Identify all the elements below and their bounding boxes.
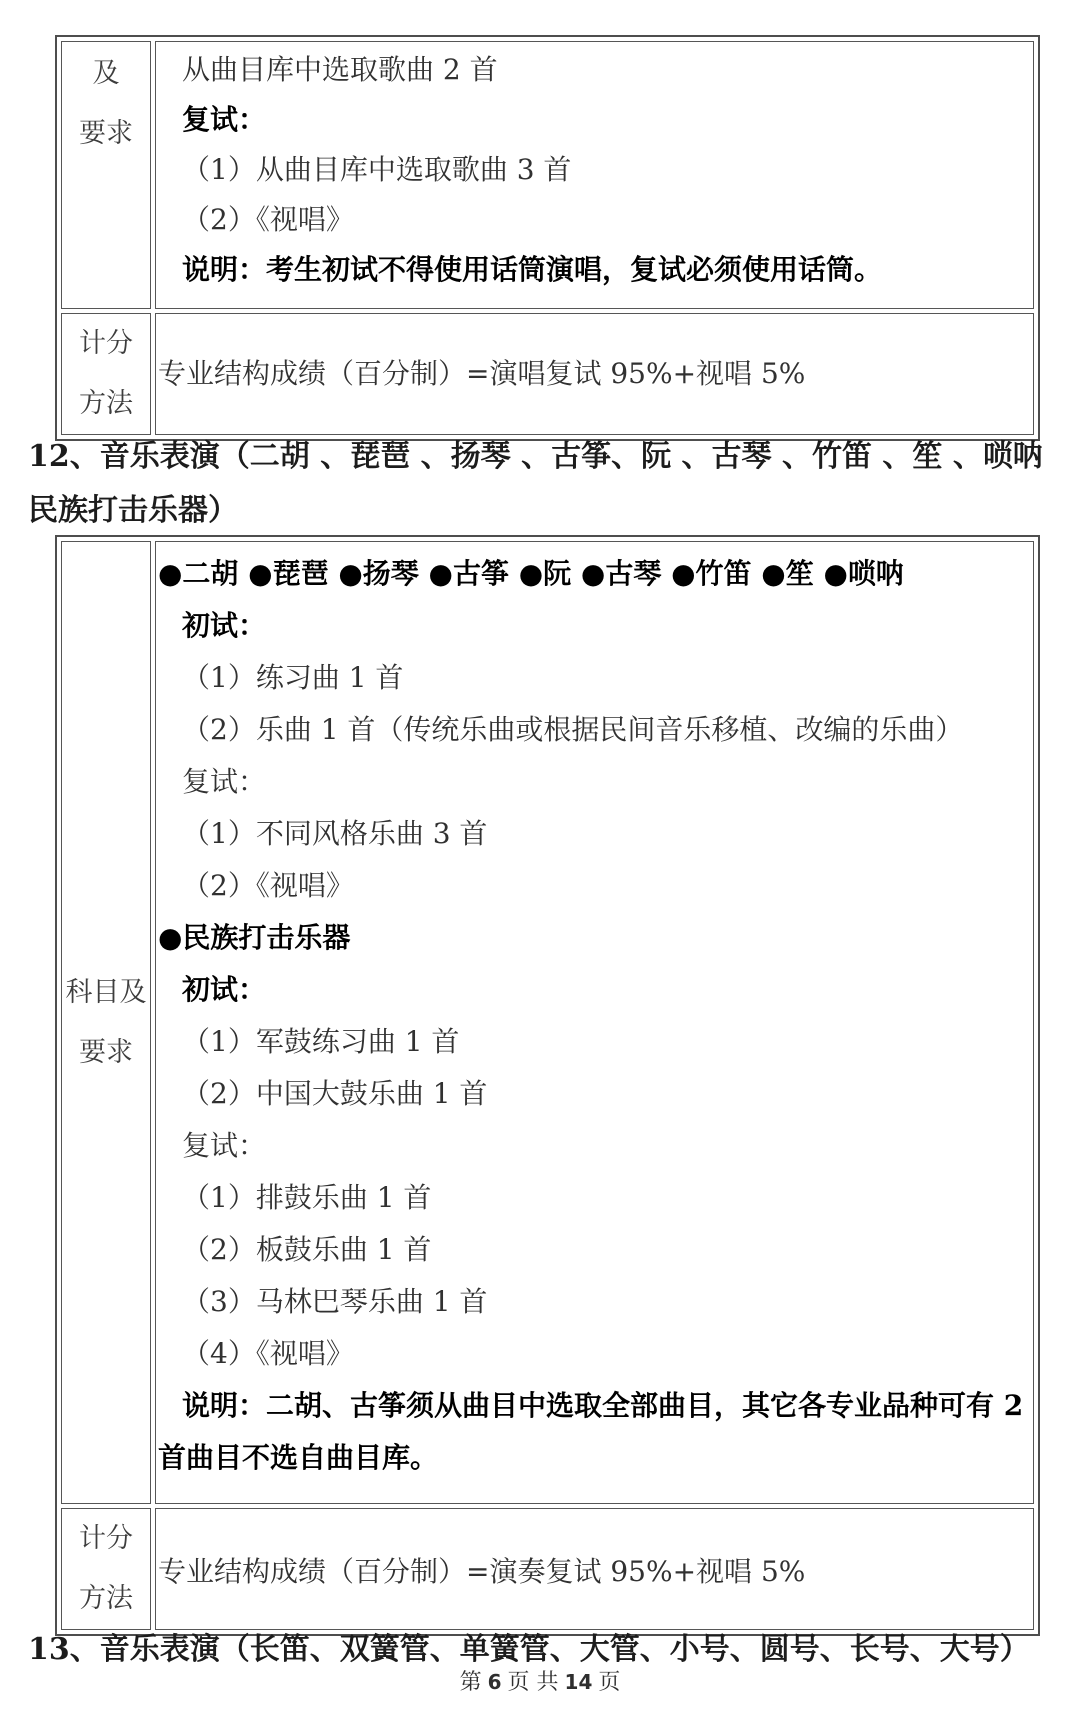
text-line: 从曲目库中选取歌曲 2 首 [182, 53, 498, 86]
text-line: ●二胡 ●琵琶 ●扬琴 ●古筝 ●阮 ●古琴 ●竹笛 ●笙 ●唢呐 [158, 557, 904, 590]
section-13-heading: 13、音乐表演（长笛、双簧管、单簧管、大管、小号、圆号、长号、大号） [28, 1632, 1030, 1667]
footer-page-number: 6 [487, 1670, 502, 1694]
text-line: 科目及 [65, 976, 147, 1008]
text-line: （1）排鼓乐曲 1 首 [182, 1181, 432, 1214]
text-line: （2）《视唱》 [182, 203, 354, 236]
text-line: 复试： [182, 765, 267, 798]
text-line: 复试： [182, 1129, 267, 1162]
text-line: 要求 [79, 1036, 133, 1068]
text-line: 要求 [79, 118, 133, 149]
table-row-scoring-method [61, 1508, 1034, 1630]
table-row-subjects-requirements [61, 541, 1034, 1504]
text-line: 说明：二胡、古筝须从曲目中选取全部曲目，其它各专业品种可有 2 [182, 1389, 1024, 1422]
row-label-cell [61, 541, 151, 1504]
page-footer [0, 1670, 1080, 1695]
text-line: （1）从曲目库中选取歌曲 3 首 [182, 153, 572, 186]
table-row-scoring-method [61, 313, 1034, 435]
text-line: 复试： [182, 103, 267, 136]
text-line: ●民族打击乐器 [158, 921, 351, 954]
row-content-cell [155, 541, 1034, 1504]
row-content-cell [155, 313, 1034, 435]
text-line: （2）乐曲 1 首（传统乐曲或根据民间音乐移植、改编的乐曲） [182, 713, 964, 746]
text-line: 方法 [79, 388, 133, 419]
table-row-subjects-requirements [61, 41, 1034, 309]
row-content-cell [155, 41, 1034, 309]
text-line: 初试： [182, 973, 267, 1006]
text-line: （1）不同风格乐曲 3 首 [182, 817, 488, 850]
footer-label: 页 共 [507, 1670, 559, 1695]
text-line: （2）《视唱》 [182, 869, 354, 902]
section-12-heading [28, 430, 1043, 538]
text-line: 说明：考生初试不得使用话筒演唱，复试必须使用话筒。 [182, 253, 883, 286]
text-line: 计分 [79, 328, 133, 359]
section-12-heading-line-1: 12、音乐表演（二胡 、琵琶 、扬琴 、古筝、阮 、古琴 、竹笛 、笙 、唢呐 [28, 439, 1043, 474]
text-line: 方法 [79, 1583, 133, 1614]
text-line: 首曲目不选自曲目库。 [158, 1441, 439, 1474]
text-line: 初试： [182, 609, 267, 642]
text-line: （4）《视唱》 [182, 1337, 354, 1370]
footer-total-pages: 14 [564, 1670, 593, 1694]
text-line: （1）练习曲 1 首 [182, 661, 404, 694]
footer-label: 第 [459, 1670, 482, 1695]
footer-label: 页 [598, 1670, 621, 1695]
text-line: （1）军鼓练习曲 1 首 [182, 1025, 460, 1058]
row-label-cell [61, 41, 151, 309]
row-label-cell [61, 313, 151, 435]
section-12-exam-table [55, 535, 1040, 1636]
text-line: （3）马林巴琴乐曲 1 首 [182, 1285, 488, 1318]
scoring-formula-text: 专业结构成绩（百分制）=演奏复试 95%+视唱 5% [158, 1555, 806, 1588]
row-label-cell [61, 1508, 151, 1630]
scoring-formula-text: 专业结构成绩（百分制）=演唱复试 95%+视唱 5% [158, 357, 806, 390]
text-line: （2）板鼓乐曲 1 首 [182, 1233, 432, 1266]
section-11-exam-table-continued [55, 35, 1040, 441]
text-line: 计分 [79, 1523, 133, 1554]
row-content-cell [155, 1508, 1034, 1630]
text-line: （2）中国大鼓乐曲 1 首 [182, 1077, 488, 1110]
text-line: 及 [92, 58, 120, 89]
section-12-heading-line-2: 民族打击乐器） [28, 493, 238, 528]
